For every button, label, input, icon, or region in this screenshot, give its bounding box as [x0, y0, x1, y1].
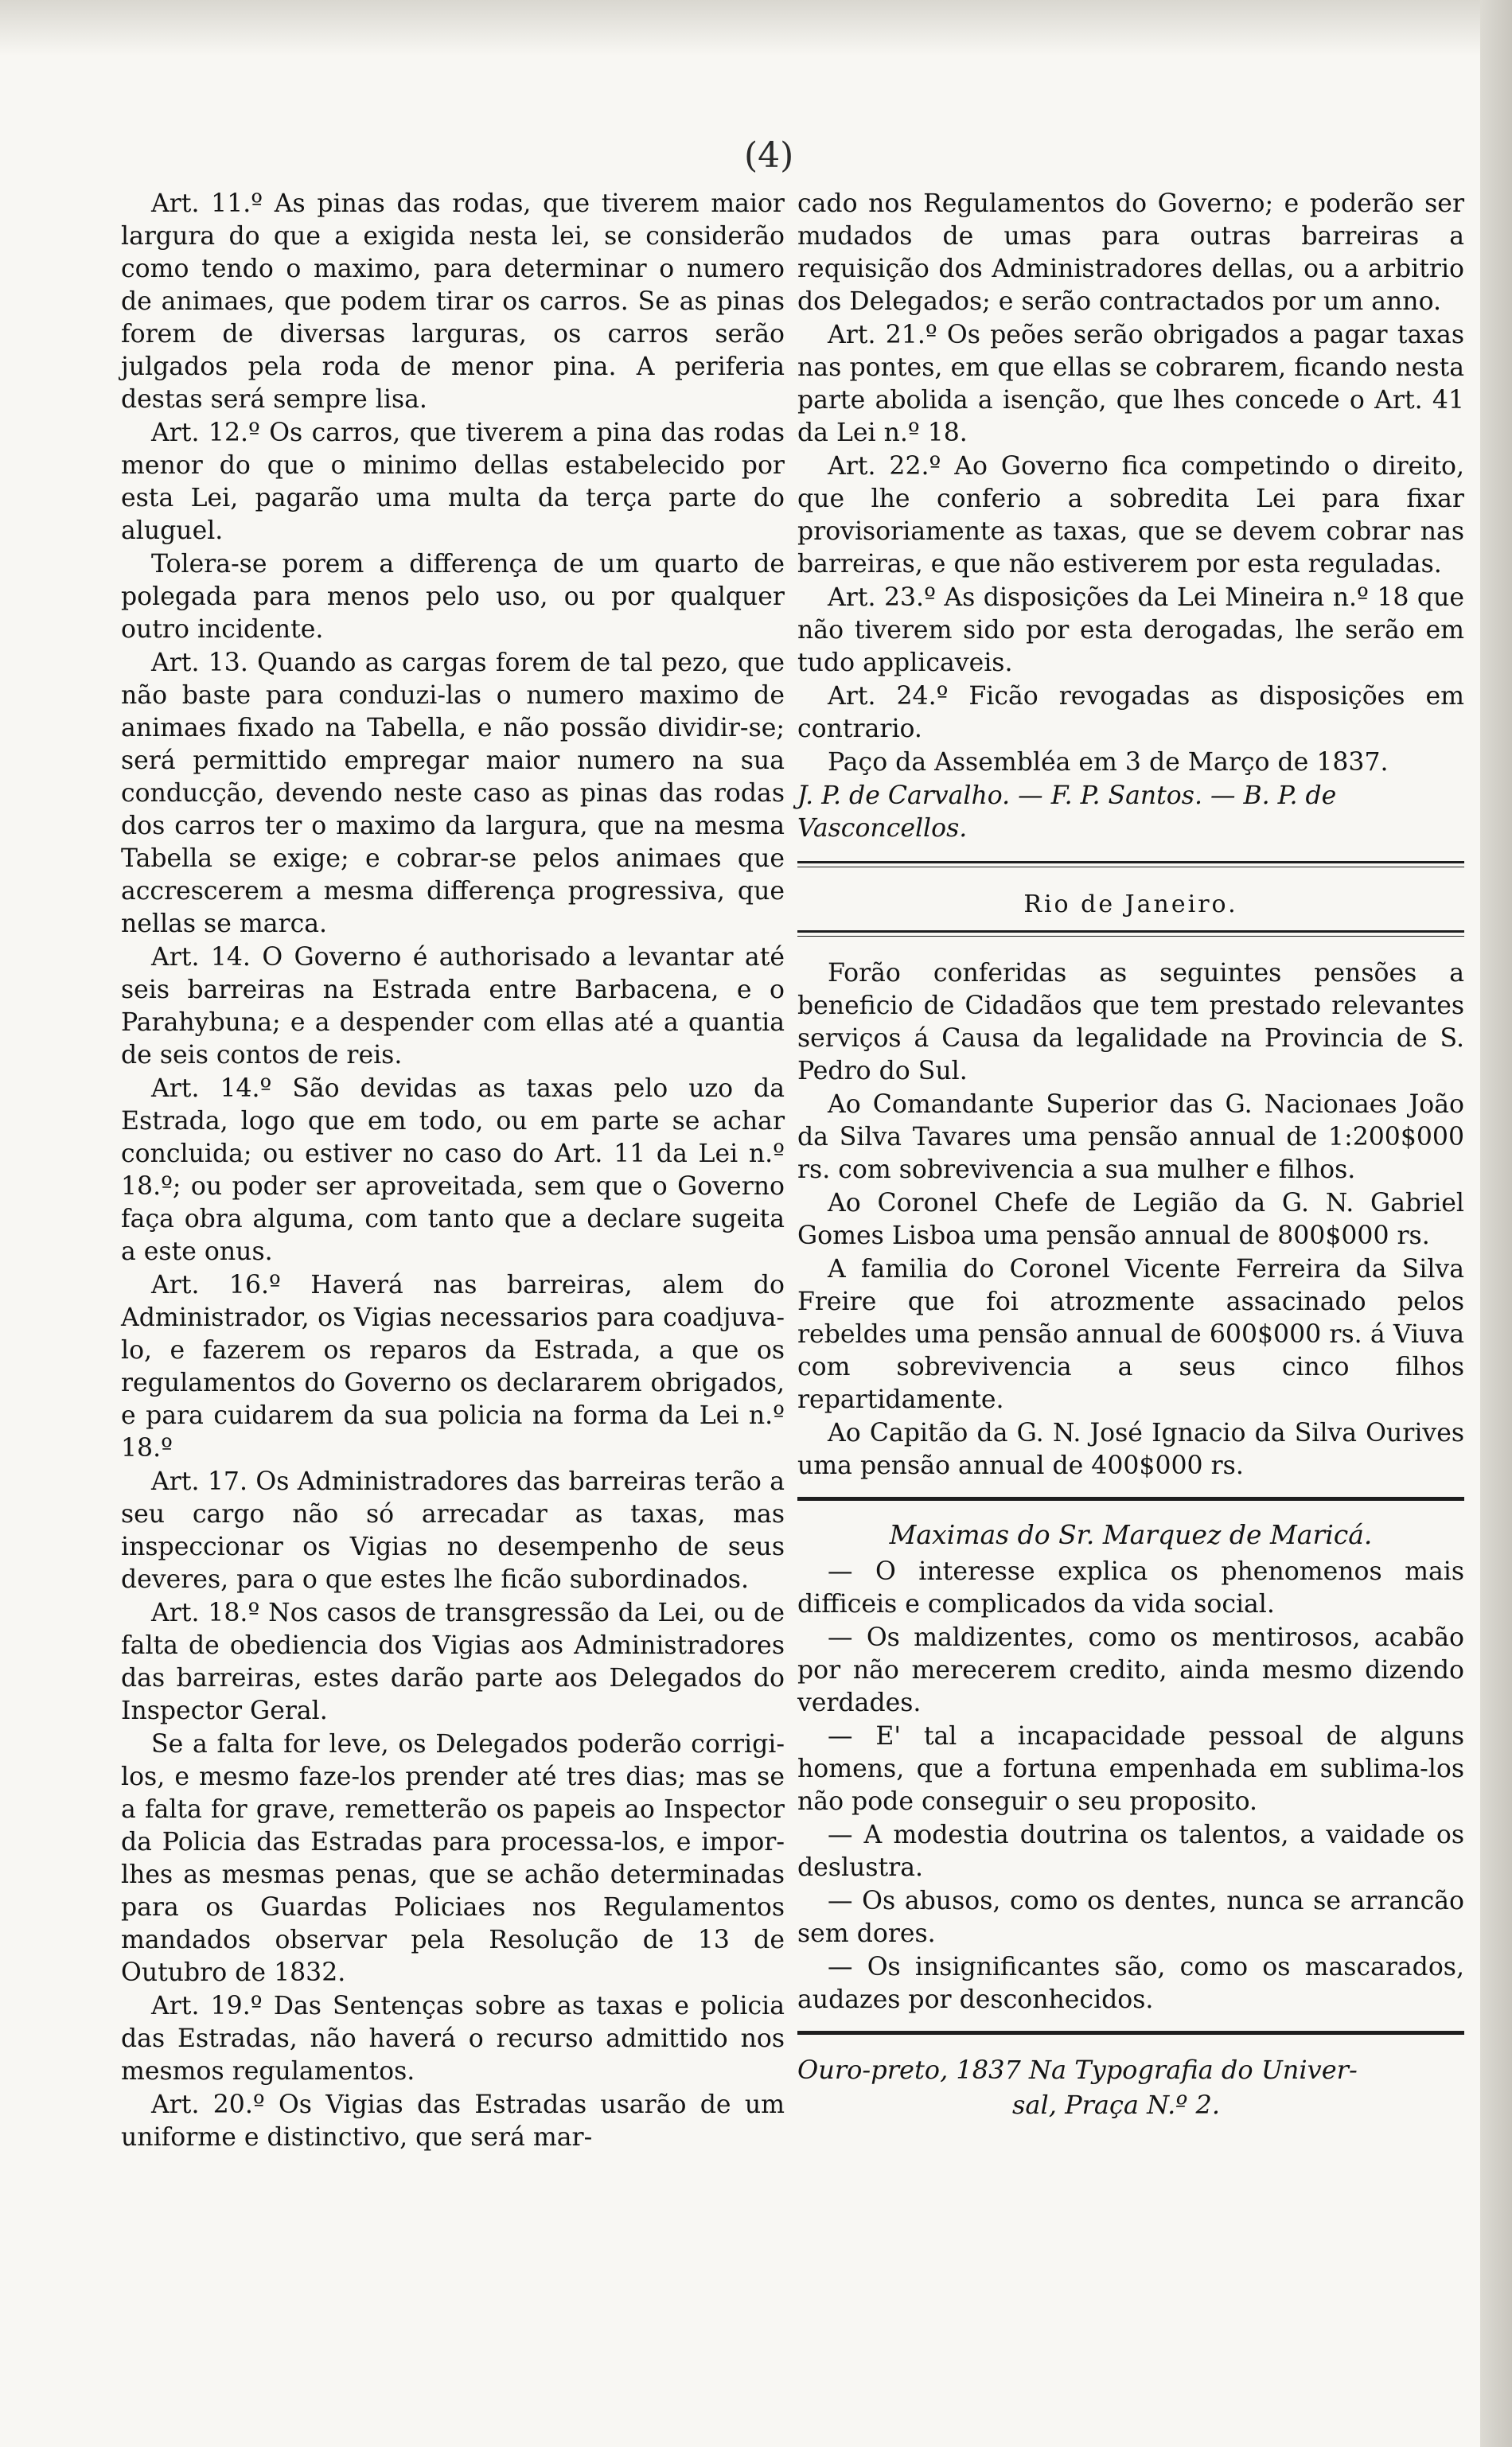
- colophon-line-2: sal, Praça N.º 2.: [1012, 2090, 1221, 2120]
- pension-tavares: Ao Comandante Superior das G. Nacionaes João da Silva Tavares uma pensão annual de 1:200$000 rs. com sobrevivencia a sua mulher e filhos.: [797, 1090, 1464, 1184]
- right-column: [797, 188, 1464, 2122]
- article-20-continued: cado nos Regulamentos do Governo; e poderão ser mudados de umas para outras barreiras a requisição dos Administradores dellas, ou a arbitrio dos Delegados; e serão contractados por um anno.: [797, 189, 1464, 316]
- scan-shadow-right: [1480, 0, 1512, 2447]
- article-16: Art. 16.º Haverá nas barreiras, alem do Administrador, os Vigias necessarios para coadjuva-lo, e fazerem os reparos da Estrada, a que os regulamentos do Governo os declararem obrigados, e para cuidarem da sua policia na forma da Lei n.º 18.º: [121, 1271, 785, 1463]
- pension-ourives: Ao Capitão da G. N. José Ignacio da Silva Ourives uma pensão annual de 400$000 rs.: [797, 1419, 1464, 1480]
- article-12: Art. 12.º Os carros, que tiverem a pina das rodas menor do que o minimo dellas estabelecido por esta Lei, pagarão uma multa da terça parte do aluguel.: [121, 419, 785, 545]
- divider-double-rule: [797, 861, 1464, 867]
- signatures: J. P. de Carvalho. — F. P. Santos. — B. P. de Vasconcellos.: [797, 781, 1337, 843]
- maxima-2: — Os maldizentes, como os mentirosos, acabão por não merecerem credito, ainda mesmo dizendo verdades.: [797, 1623, 1464, 1717]
- article-11: Art. 11.º As pinas das rodas, que tiverem maior largura do que a exigida nesta lei, se considerão como tendo o maximo, para determinar o numero de animaes, que podem tirar os carros. Se as pinas forem de diversas larguras, os carros serão julgados pela roda de menor pina. A periferia destas será sempre lisa.: [121, 189, 785, 414]
- maxima-5: — Os abusos, como os dentes, nunca se arrancão sem dores.: [797, 1887, 1464, 1948]
- colophon-line-1: Ouro-preto, 1837 Na Typografia do Univer-: [797, 2055, 1358, 2085]
- divider-double-rule-2: [797, 930, 1464, 937]
- maxima-1: — O interesse explica os phenomenos mais difficeis e complicados da vida social.: [797, 1557, 1464, 1619]
- article-18: Art. 18.º Nos casos de transgressão da Lei, ou de falta de obediencia dos Vigias aos Administradores das barreiras, estes darão parte aos Delegados do Inspector Geral.: [121, 1599, 785, 1725]
- pensions-intro: Forão conferidas as seguintes pensões a beneficio de Cidadãos que tem prestado relevantes serviços á Causa da legalidade na Provincia de S. Pedro do Sul.: [797, 959, 1464, 1085]
- divider-thick-rule: [797, 1497, 1464, 1501]
- article-14-barreiras: Art. 14. O Governo é authorisado a levantar até seis barreiras na Estrada entre Barbacena, e o Parahybuna; e a despender com ellas até a quantia de seis contos de reis.: [121, 943, 785, 1070]
- maximas-title: Maximas do Sr. Marquez de Maricá.: [889, 1519, 1373, 1550]
- article-20: Art. 20.º Os Vigias das Estradas usarão de um uniforme e distinctivo, que será mar-: [121, 2090, 785, 2152]
- assembly-date: Paço da Assembléa em 3 de Março de 1837.: [828, 748, 1389, 777]
- article-23: Art. 23.º As disposições da Lei Mineira n.º 18 que não tiverem sido por esta derogadas, lhe serão em tudo applicaveis.: [797, 583, 1464, 677]
- article-21: Art. 21.º Os peões serão obrigados a pagar taxas nas pontes, em que ellas se cobrarem, ficando nesta parte abolida a isenção, que lhes concede o Art. 41 da Lei n.º 18.: [797, 321, 1464, 447]
- article-22: Art. 22.º Ao Governo fica competindo o direito, que lhe conferio a sobredita Lei para fixar provisoriamente as taxas, que se devem cobrar nas barreiras, e que não estiverem por esta reguladas.: [797, 452, 1464, 579]
- article-24: Art. 24.º Ficão revogadas as disposições em contrario.: [797, 682, 1464, 743]
- maxima-6: — Os insignificantes são, como os mascarados, audazes por desconhecidos.: [797, 1953, 1464, 2014]
- article-12-tolerance: Tolera-se porem a differença de um quarto de polegada para menos pelo uso, ou por qualquer outro incidente.: [121, 550, 785, 644]
- article-17: Art. 17. Os Administradores das barreiras terão a seu cargo não só arrecadar as taxas, mas inspeccionar os Vigias no desempenho de seus deveres, para o que estes lhe ficão subordinados.: [121, 1467, 785, 1594]
- scan-shadow-top: [0, 0, 1512, 56]
- left-column: [121, 188, 785, 2155]
- rio-de-janeiro-heading: Rio de Janeiro.: [1023, 890, 1238, 918]
- pension-lisboa: Ao Coronel Chefe de Legião da G. N. Gabriel Gomes Lisboa uma pensão annual de 800$000 rs.: [797, 1189, 1464, 1250]
- maxima-4: — A modestia doutrina os talentos, a vaidade os deslustra.: [797, 1821, 1464, 1882]
- article-19: Art. 19.º Das Sentenças sobre as taxas e policia das Estradas, não haverá o recurso admittido nos mesmos regulamentos.: [121, 1992, 785, 2086]
- article-14-taxas: Art. 14.º São devidas as taxas pelo uzo da Estrada, logo que em todo, ou em parte se achar concluida; ou estiver no caso do Art. 11 da Lei n.º 18.º; ou poder ser aproveitada, sem que o Governo faça obra alguma, com tanto que a declare sugeita a este onus.: [121, 1074, 785, 1266]
- pension-freire: A familia do Coronel Vicente Ferreira da Silva Freire que foi atrozmente assacinado pelos rebeldes uma pensão annual de 600$000 rs. á Viuva com sobrevivencia a seus cinco filhos repartidamente.: [797, 1255, 1464, 1414]
- divider-thick-rule-2: [797, 2031, 1464, 2035]
- article-18-continued: Se a falta for leve, os Delegados poderão corrigi-los, e mesmo faze-los prender até tres dias; mas se a falta for grave, remetterão os papeis ao Inspector da Policia das Estradas para processa-los, e impor-lhes as mesmas penas, que se achão determinadas para os Guardas Policiaes nos Regulamentos mandados observar pela Resolução de 13 de Outubro de 1832.: [121, 1730, 785, 1987]
- page-number: (4): [744, 135, 794, 176]
- article-13: Art. 13. Quando as cargas forem de tal pezo, que não baste para conduzi-las o numero maximo de animaes fixado na Tabella, e não possão dividir-se; será permittido empregar maior numero na sua conducção, devendo neste caso as pinas das rodas dos carros ter o maximo da largura, que na mesma Tabella se exige; e cobrar-se pelos animaes que accrescerem a mesma differença progressiva, que nellas se marca.: [121, 649, 785, 938]
- maxima-3: — E' tal a incapacidade pessoal de alguns homens, que a fortuna empenhada em sublima-los não pode conseguir o seu proposito.: [797, 1722, 1464, 1816]
